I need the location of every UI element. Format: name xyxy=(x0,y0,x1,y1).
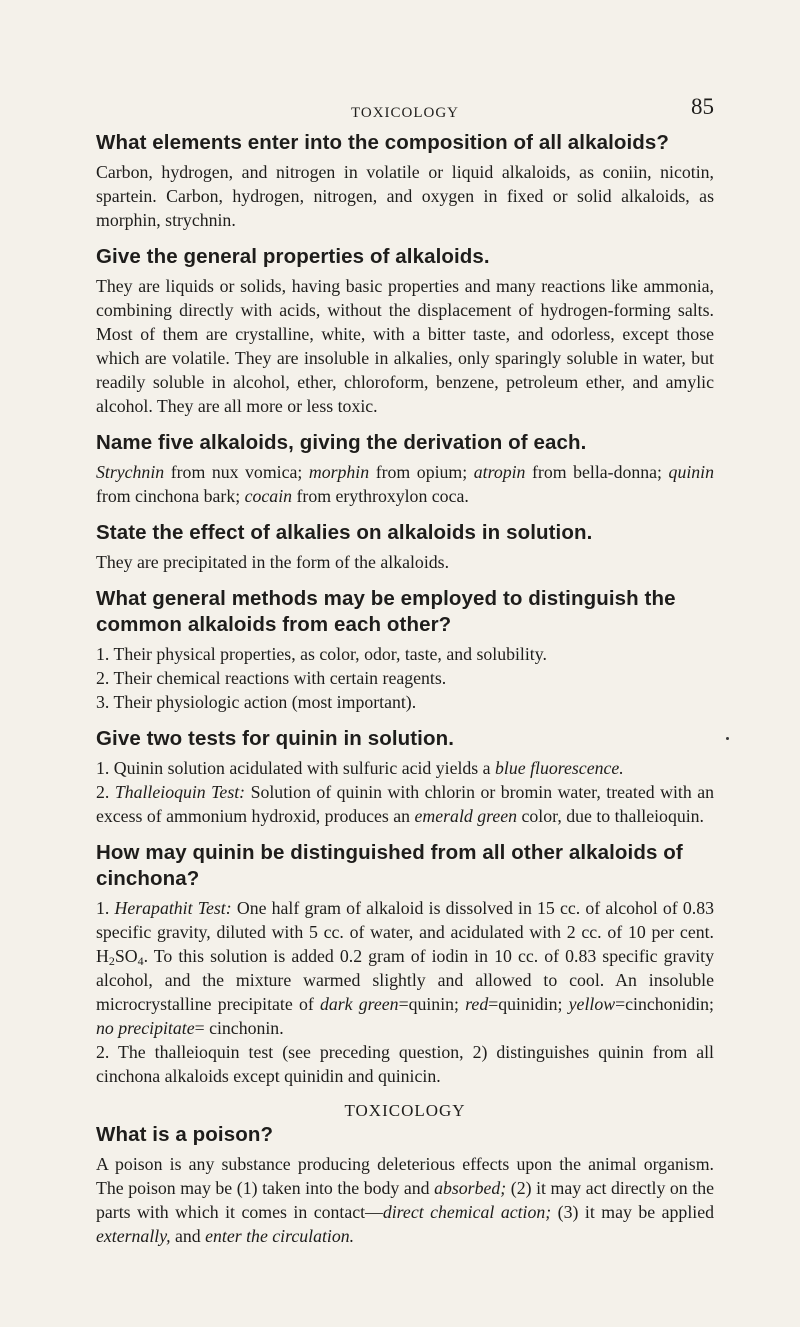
running-head xyxy=(96,94,714,128)
text-run: from nux vomica; xyxy=(164,462,309,482)
term: atropin xyxy=(473,462,526,482)
answer-paragraph xyxy=(96,1152,714,1248)
list-item xyxy=(96,780,714,828)
text-run: 1. xyxy=(96,898,115,918)
page-number: 85 xyxy=(691,94,714,119)
answer-paragraph: They are precipitated in the form of the alkaloids. xyxy=(96,552,450,572)
text-run: =cinchonidin; xyxy=(615,994,714,1014)
subscript: 4 xyxy=(137,954,144,968)
text-run: (2) it may act directly on the parts with which it comes in contact— xyxy=(96,1178,714,1222)
text-run: 2. xyxy=(96,782,115,802)
text-run: color, due to thalleioquin. xyxy=(517,806,704,826)
term: Strychnin xyxy=(96,462,165,482)
text-run: from opium; xyxy=(369,462,474,482)
text-run: from erythroxylon coca. xyxy=(292,486,469,506)
term: Thalleioquin Test: xyxy=(114,782,246,802)
subscript: 2 xyxy=(108,954,115,968)
question-heading: Name five alkaloids, giving the derivation of each. xyxy=(96,431,587,454)
answer-paragraph: They are liquids or solids, having basic properties and many reactions like ammonia, combining directly with acids, without the displacement of hydrogen-forming salts. Most of them are crystalline, white, with a bitter taste, and odorless, except those which are volatile. They are insoluble in alkalies, only sparingly soluble in water, but readily soluble in alcohol, ether, chloroform, benzene, petroleum ether, and amylic alcohol. They are all more or less toxic. xyxy=(96,276,714,416)
question-heading: How may quinin be distinguished from all other alkaloids of cinchona? xyxy=(96,841,683,890)
term: morphin xyxy=(308,462,370,482)
list-item: 3. Their physiologic action (most important). xyxy=(96,692,417,712)
question-heading: What general methods may be employed to distinguish the common alkaloids from each other? xyxy=(96,587,676,636)
ink-speck xyxy=(726,737,729,740)
term: yellow xyxy=(568,994,616,1014)
text-run: 1. Quinin solution acidulated with sulfuric acid yields a xyxy=(96,758,496,778)
question-heading: Give the general properties of alkaloids. xyxy=(96,245,490,268)
answer-paragraph: Carbon, hydrogen, and nitrogen in volatile or liquid alkaloids, as coniin, nicotin, spartein. Carbon, hydrogen, nitrogen, and oxygen in fixed or solid alkaloids, as morphin, strychnin. xyxy=(96,162,714,230)
term: Herapathit Test: xyxy=(114,898,232,918)
term: dark green xyxy=(319,994,399,1014)
text-run: and xyxy=(170,1226,206,1246)
text-run: = cinchonin. xyxy=(194,1018,284,1038)
list-item xyxy=(96,756,714,780)
text-run: SO xyxy=(114,946,138,966)
text-run: (3) it may be applied xyxy=(551,1202,714,1222)
term: enter the circulation. xyxy=(205,1226,355,1246)
term: direct chemical action; xyxy=(382,1202,552,1222)
answer-paragraph xyxy=(96,460,714,508)
term: cocain xyxy=(244,486,293,506)
list-item: 2. The thalleioquin test (see preceding question, 2) distinguishes quinin from all cinchona alkaloids except quinidin and quinicin. xyxy=(96,1042,714,1086)
list-item: 2. Their chemical reactions with certain reagents. xyxy=(96,668,447,688)
text-run: =quinin; xyxy=(398,994,466,1014)
question-heading: What elements enter into the composition of all alkaloids? xyxy=(96,131,670,154)
section-title: TOXICOLOGY xyxy=(344,1101,466,1120)
term: emerald green xyxy=(414,806,518,826)
term: quinin xyxy=(668,462,714,482)
term: blue fluorescence. xyxy=(495,758,624,778)
term: absorbed; xyxy=(434,1178,507,1198)
term: no precipitate xyxy=(96,1018,195,1038)
term: red xyxy=(465,994,489,1014)
question-heading: State the effect of alkalies on alkaloids in solution. xyxy=(96,521,593,544)
term: externally, xyxy=(96,1226,171,1246)
text-run: from bella-donna; xyxy=(525,462,669,482)
list-item xyxy=(96,896,714,1040)
text-run: . To this solution is added 0.2 gram of iodin in 10 cc. of 0.83 specific gravity alcohol, and the mixture warmed slightly and allowed to cool. An insoluble microcrystalline precipitate of xyxy=(96,946,714,1014)
question-heading: What is a poison? xyxy=(96,1123,274,1146)
text-run: Solution of quinin with chlorin or bromin water, treated with an excess of ammonium hydroxid, produces an xyxy=(96,782,714,826)
question-heading: Give two tests for quinin in solution. xyxy=(96,727,454,750)
running-head-title: TOXICOLOGY xyxy=(350,105,460,121)
text-run: from cinchona bark; xyxy=(96,486,245,506)
text-run: One half gram of alkaloid is dissolved in 15 cc. of alcohol of 0.83 specific gravity, diluted with 5 cc. of water, and acidulated with 2 cc. of 10 per cent. H xyxy=(96,898,714,966)
text-run: A poison is any substance producing deleterious effects upon the animal organism. The poison may be (1) taken into the body and xyxy=(96,1154,714,1198)
text-run: =quinidin; xyxy=(488,994,569,1014)
list-item: 1. Their physical properties, as color, odor, taste, and solubility. xyxy=(96,644,547,664)
